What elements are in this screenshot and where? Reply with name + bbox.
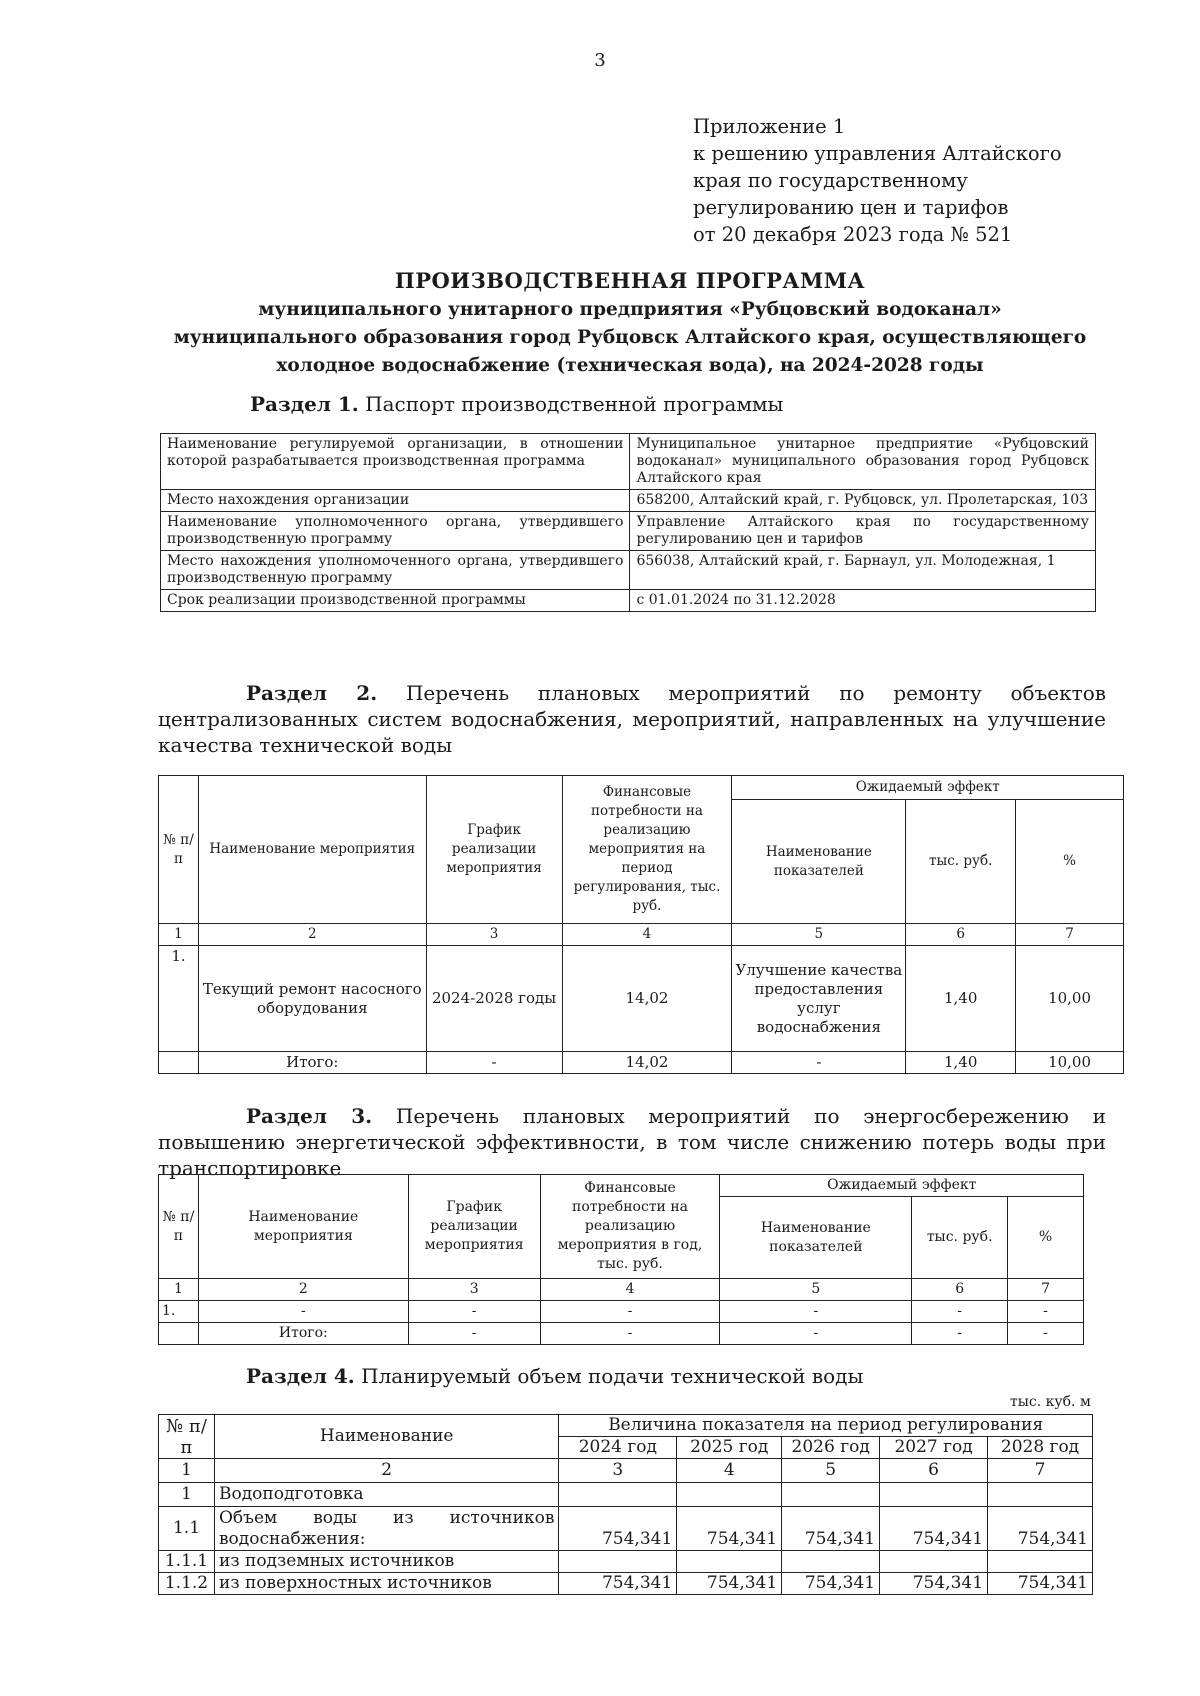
column-number: 3 [559, 1459, 677, 1483]
table-row [161, 551, 1096, 590]
unit-label: тыс. куб. м [1010, 1394, 1091, 1410]
row-finance: 14,02 [562, 946, 732, 1052]
title-subline: холодное водоснабжение (техническая вода), на 2024-2028 годы [276, 355, 984, 376]
total-label: Итого: [198, 1323, 408, 1345]
passport-value: Управление Алтайского края по государственному регулированию цен и тарифов [630, 512, 1096, 551]
header-num: № п/п [159, 776, 199, 924]
section-label: Раздел 1. [250, 392, 359, 416]
section-label: Раздел 4. [246, 1364, 355, 1388]
title-subline: муниципального образования город Рубцовск Алтайского края, осуществляющего [173, 327, 1087, 348]
title-main: ПРОИЗВОДСТВЕННАЯ ПРОГРАММА [394, 268, 866, 293]
water-volume-table [158, 1414, 1093, 1595]
empty-cell [159, 1323, 199, 1345]
row-schedule: 2024-2028 годы [426, 946, 562, 1052]
row-rub: 1,40 [906, 946, 1016, 1052]
column-number: 3 [408, 1279, 540, 1301]
total-schedule: - [408, 1323, 540, 1345]
header-indicator: Наименование показателей [732, 800, 906, 924]
column-number: 7 [988, 1459, 1093, 1483]
section-text: Планируемый объем подачи технической воды [361, 1364, 864, 1388]
header-effect: Ожидаемый эффект [732, 776, 1124, 800]
column-number: 1 [159, 1279, 199, 1301]
passport-key: Наименование регулируемой организации, в отношении которой разрабатывается производственная программа [161, 434, 630, 490]
row-indicator: - [720, 1301, 912, 1323]
passport-key: Срок реализации производственной программы [161, 590, 630, 612]
row-finance: - [540, 1301, 720, 1323]
row-name: из поверхностных источников [214, 1573, 558, 1595]
header-finance: Финансовые потребности на реализацию мероприятия на период регулирования, тыс. руб. [562, 776, 732, 924]
row-value [782, 1551, 880, 1573]
total-row [159, 1052, 1124, 1074]
table-row [159, 1507, 1093, 1551]
column-number: 4 [540, 1279, 720, 1301]
row-value: 754,341 [559, 1573, 677, 1595]
row-rub: - [912, 1301, 1008, 1323]
row-value: 754,341 [988, 1507, 1093, 1551]
row-num: 1.1.1 [159, 1551, 215, 1573]
row-value: 754,341 [782, 1573, 880, 1595]
appendix-line: от 20 декабря 2023 года № 521 [693, 223, 1013, 246]
passport-value: Муниципальное унитарное предприятие «Рубцовский водоканал» муниципального образования город Рубцовск Алтайского края [630, 434, 1096, 490]
header-num: № п/п [159, 1415, 215, 1459]
row-num: 1.1.2 [159, 1573, 215, 1595]
appendix-line: к решению управления Алтайского [693, 142, 1062, 165]
row-name: из подземных источников [214, 1551, 558, 1573]
section1-heading [250, 391, 783, 417]
table-row [161, 590, 1096, 612]
table-header-row [159, 1175, 1084, 1197]
row-value [559, 1551, 677, 1573]
total-schedule: - [426, 1052, 562, 1074]
section-label: Раздел 2. [246, 681, 378, 705]
row-name: Водоподготовка [214, 1483, 558, 1507]
table-row [161, 490, 1096, 512]
table-row [159, 1301, 1084, 1323]
table-header-row [159, 776, 1124, 800]
row-pct: - [1008, 1301, 1084, 1323]
header-name: Наименование мероприятия [198, 1175, 408, 1279]
header-year: 2024 год [559, 1437, 677, 1459]
program-title [140, 266, 1120, 380]
row-value [782, 1483, 880, 1507]
table-header-row [159, 1415, 1093, 1437]
column-number: 1 [159, 1459, 215, 1483]
header-pct: % [1008, 1197, 1084, 1279]
table-row [161, 512, 1096, 551]
header-period: Величина показателя на период регулирования [559, 1415, 1093, 1437]
row-num: 1 [159, 1483, 215, 1507]
row-name: Объем воды из источников водоснабжения: [214, 1507, 558, 1551]
passport-key: Наименование уполномоченного органа, утвердившего производственную программу [161, 512, 630, 551]
table-row [161, 434, 1096, 490]
total-finance: 14,02 [562, 1052, 732, 1074]
total-label: Итого: [198, 1052, 426, 1074]
header-year: 2026 год [782, 1437, 880, 1459]
section4-heading [246, 1363, 863, 1389]
page-number: 3 [594, 50, 606, 71]
row-value [880, 1483, 988, 1507]
row-num: 1. [159, 946, 199, 1052]
row-value [988, 1483, 1093, 1507]
column-number: 6 [906, 924, 1016, 946]
row-pct: 10,00 [1016, 946, 1124, 1052]
total-pct: 10,00 [1016, 1052, 1124, 1074]
section-label: Раздел 3. [246, 1104, 373, 1128]
table-row [159, 946, 1124, 1052]
header-year: 2027 год [880, 1437, 988, 1459]
column-number: 3 [426, 924, 562, 946]
column-number-row [159, 1459, 1093, 1483]
passport-value: с 01.01.2024 по 31.12.2028 [630, 590, 1096, 612]
column-number: 1 [159, 924, 199, 946]
table-row [159, 1573, 1093, 1595]
column-number: 5 [732, 924, 906, 946]
row-indicator: Улучшение качества предоставления услуг водоснабжения [732, 946, 906, 1052]
passport-table [160, 433, 1096, 612]
section-text: Паспорт производственной программы [365, 392, 784, 416]
column-number: 7 [1016, 924, 1124, 946]
header-rub: тыс. руб. [912, 1197, 1008, 1279]
row-value: 754,341 [677, 1507, 782, 1551]
empty-cell [159, 1052, 199, 1074]
header-name: Наименование мероприятия [198, 776, 426, 924]
header-year: 2025 год [677, 1437, 782, 1459]
passport-value: 656038, Алтайский край, г. Барнаул, ул. Молодежная, 1 [630, 551, 1096, 590]
appendix-line: регулированию цен и тарифов [693, 196, 1009, 219]
total-indicator: - [720, 1323, 912, 1345]
total-row [159, 1323, 1084, 1345]
energy-measures-table [158, 1174, 1084, 1345]
header-schedule: График реализации мероприятия [426, 776, 562, 924]
row-value [677, 1551, 782, 1573]
column-number: 5 [720, 1279, 912, 1301]
total-rub: 1,40 [906, 1052, 1016, 1074]
column-number: 6 [912, 1279, 1008, 1301]
column-number: 2 [198, 1279, 408, 1301]
section3-heading [158, 1103, 1106, 1181]
header-pct: % [1016, 800, 1124, 924]
total-indicator: - [732, 1052, 906, 1074]
header-effect: Ожидаемый эффект [720, 1175, 1084, 1197]
row-name: Текущий ремонт насосного оборудования [198, 946, 426, 1052]
column-number: 4 [562, 924, 732, 946]
appendix-line: края по государственному [693, 169, 968, 192]
passport-value: 658200, Алтайский край, г. Рубцовск, ул. Пролетарская, 103 [630, 490, 1096, 512]
appendix-line: Приложение 1 [693, 115, 846, 138]
header-num: № п/п [159, 1175, 199, 1279]
total-pct: - [1008, 1323, 1084, 1345]
row-num: 1. [159, 1301, 199, 1323]
row-value [559, 1483, 677, 1507]
column-number: 7 [1008, 1279, 1084, 1301]
total-finance: - [540, 1323, 720, 1345]
passport-key: Место нахождения организации [161, 490, 630, 512]
total-rub: - [912, 1323, 1008, 1345]
passport-key: Место нахождения уполномоченного органа, утвердившего производственную программу [161, 551, 630, 590]
column-number: 6 [880, 1459, 988, 1483]
row-schedule: - [408, 1301, 540, 1323]
column-number: 5 [782, 1459, 880, 1483]
header-year: 2028 год [988, 1437, 1093, 1459]
section-text: Перечень плановых мероприятий по ремонту объектов централизованных систем водоснабжения, мероприятий, направленных на улучшение качества технической воды [158, 681, 1107, 757]
repair-measures-table [158, 775, 1124, 1074]
table-row [159, 1551, 1093, 1573]
column-number-row [159, 924, 1124, 946]
table-row [159, 1483, 1093, 1507]
appendix-block [693, 113, 1062, 248]
header-indicator: Наименование показателей [720, 1197, 912, 1279]
row-value: 754,341 [677, 1573, 782, 1595]
row-value [677, 1483, 782, 1507]
header-finance: Финансовые потребности на реализацию мероприятия в год, тыс. руб. [540, 1175, 720, 1279]
column-number: 4 [677, 1459, 782, 1483]
header-rub: тыс. руб. [906, 800, 1016, 924]
row-value: 754,341 [880, 1573, 988, 1595]
header-schedule: График реализации мероприятия [408, 1175, 540, 1279]
row-value [880, 1551, 988, 1573]
column-number: 2 [198, 924, 426, 946]
row-value [988, 1551, 1093, 1573]
row-name: - [198, 1301, 408, 1323]
row-value: 754,341 [988, 1573, 1093, 1595]
column-number: 2 [214, 1459, 558, 1483]
row-num: 1.1 [159, 1507, 215, 1551]
header-name: Наименование [214, 1415, 558, 1459]
row-value: 754,341 [559, 1507, 677, 1551]
row-value: 754,341 [880, 1507, 988, 1551]
section-text: Перечень плановых мероприятий по энергосбережению и повышению энергетической эффективности, в том числе снижению потерь воды при транспортировке [158, 1104, 1106, 1180]
section2-heading [158, 680, 1106, 758]
title-subline: муниципального унитарного предприятия «Рубцовский водоканал» [258, 299, 1002, 320]
row-value: 754,341 [782, 1507, 880, 1551]
column-number-row [159, 1279, 1084, 1301]
